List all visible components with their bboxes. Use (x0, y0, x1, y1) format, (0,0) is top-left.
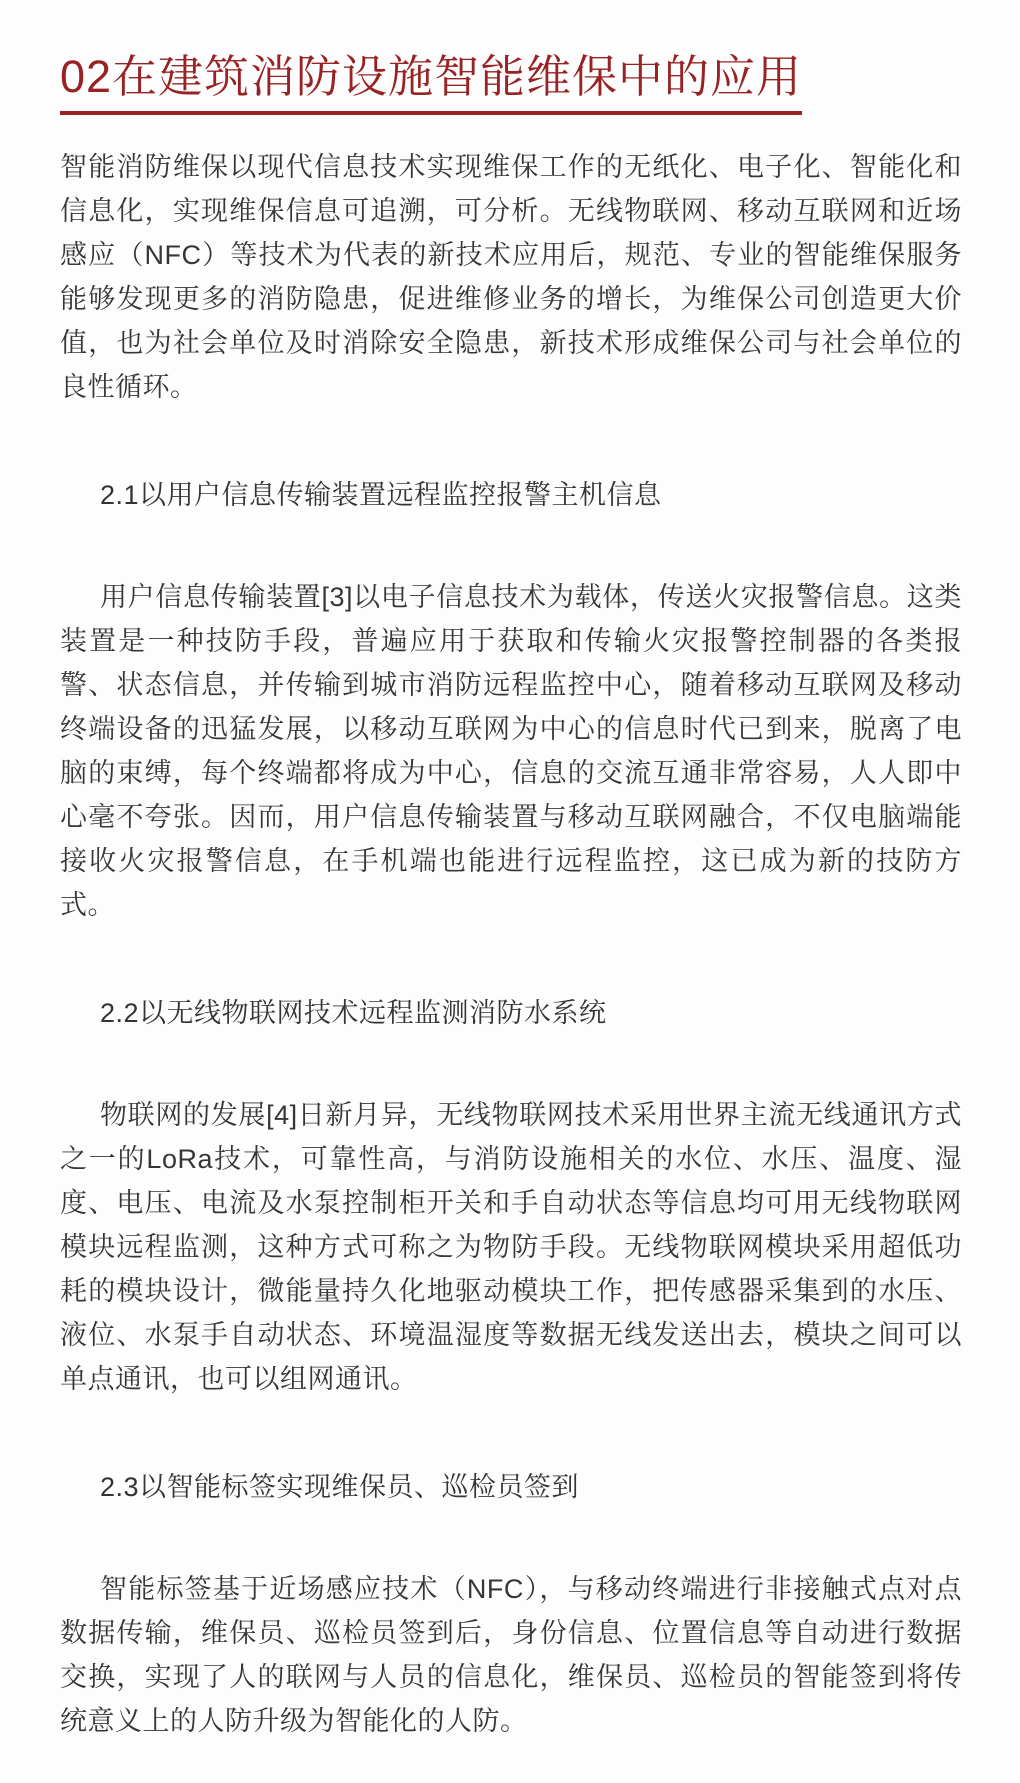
section-2-3 (60, 1465, 962, 1743)
article-title: 02在建筑消防设施智能维保中的应用 (60, 50, 802, 115)
section-2-3-heading: 2.3以智能标签实现维保员、巡检员签到 (100, 1472, 580, 1502)
section-2-1-body: 用户信息传输装置[3]以电子信息技术为载体，传送火灾报警信息。这类装置是一种技防手段，普遍应用于获取和传输火灾报警控制器的各类报警、状态信息，并传输到城市消防远程监控中心，随着移动互联网及移动终端设备的迅猛发展，以移动互联网为中心的信息时代已到来，脱离了电脑的束缚，每个终端都将成为中心，信息的交流互通非常容易，人人即中心毫不夸张。因而，用户信息传输装置与移动互联网融合，不仅电脑端能接收火灾报警信息，在手机端也能进行远程监控，这已成为新的技防方式。 (60, 582, 962, 920)
section-2-2-body: 物联网的发展[4]日新月异，无线物联网技术采用世界主流无线通讯方式之一的LoRa技术，可靠性高，与消防设施相关的水位、水压、温度、湿度、电压、电流及水泵控制柜开关和手自动状态等信息均可用无线物联网模块远程监测，这种方式可称之为物防手段。无线物联网模块采用超低功耗的模块设计，微能量持久化地驱动模块工作，把传感器采集到的水压、液位、水泵手自动状态、环境温湿度等数据无线发送出去，模块之间可以单点通讯，也可以组网通讯。 (60, 1100, 962, 1394)
section-2-2-heading: 2.2以无线物联网技术远程监测消防水系统 (100, 998, 607, 1028)
section-2-3-body: 智能标签基于近场感应技术（NFC），与移动终端进行非接触式点对点数据传输，维保员、巡检员签到后，身份信息、位置信息等自动进行数据交换，实现了人的联网与人员的信息化，维保员、巡检员的智能签到将传统意义上的人防升级为智能化的人防。 (60, 1574, 962, 1736)
section-2-1-heading: 2.1以用户信息传输装置远程监控报警主机信息 (100, 480, 662, 510)
section-2-2 (60, 991, 962, 1401)
section-2-1 (60, 473, 962, 927)
intro-paragraph: 智能消防维保以现代信息技术实现维保工作的无纸化、电子化、智能化和信息化，实现维保信息可追溯，可分析。无线物联网、移动互联网和近场感应（NFC）等技术为代表的新技术应用后，规范、专业的智能维保服务能够发现更多的消防隐患，促进维修业务的增长，为维保公司创造更大价值，也为社会单位及时消除安全隐患，新技术形成维保公司与社会单位的良性循环。 (60, 152, 962, 402)
